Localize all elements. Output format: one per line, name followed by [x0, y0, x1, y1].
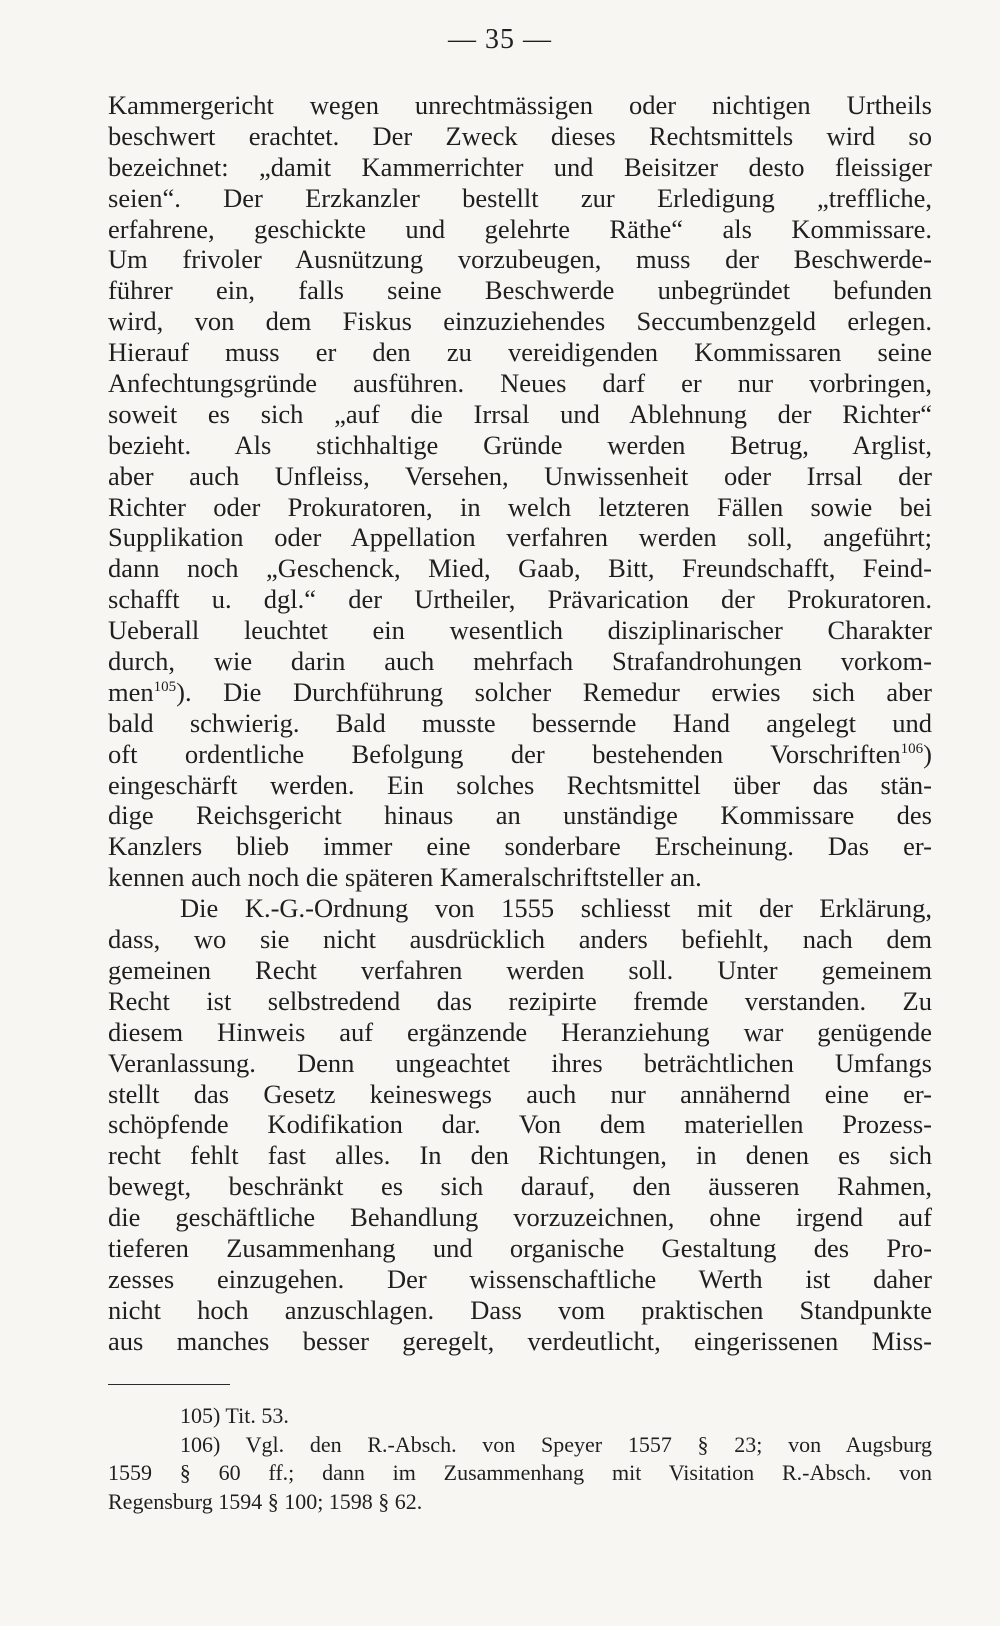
line-text: aber auch Unfleiss, Versehen, Unwissenheit oder Irrsal der	[108, 460, 932, 491]
text-line	[108, 770, 932, 801]
line-text: 105) Tit. 53.	[180, 1403, 289, 1428]
line-text: soweit es sich „auf die Irrsal und Ablehnung der Richter“	[108, 398, 932, 429]
line-text: eingeschärft werden. Ein solches Rechtsmittel über das stän-	[108, 769, 932, 800]
line-text: bezeichnet: „damit Kammerrichter und Beisitzer desto fleissiger	[108, 151, 932, 182]
footnote-line	[108, 1431, 932, 1460]
line-text: Ueberall leuchtet ein wesentlich disziplinarischer Charakter	[108, 615, 932, 646]
line-text: Um frivoler Ausnützung vorzubeugen, muss der Beschwerde-	[108, 244, 932, 275]
text-line	[108, 986, 932, 1017]
text-line	[108, 955, 932, 986]
line-text: Recht ist selbstredend das rezipirte fremde verstanden. Zu	[108, 985, 932, 1016]
line-text: oft ordentliche Befolgung der bestehenden Vorschriften	[108, 738, 901, 769]
line-text: Regensburg 1594 § 100; 1598 § 62.	[108, 1488, 423, 1514]
text-line	[108, 677, 932, 708]
line-text: men	[108, 676, 154, 707]
footnote-line	[108, 1488, 932, 1517]
line-text: 1559 § 60 ff.; dann im Zusammenhang mit Visitation R.-Absch. von	[108, 1460, 932, 1485]
line-text-continued: )	[923, 738, 932, 769]
footnote-divider	[108, 1384, 230, 1385]
line-text: stellt das Gesetz keineswegs auch nur annähernd eine er-	[108, 1078, 932, 1109]
text-line	[108, 492, 932, 523]
text-line	[108, 1140, 932, 1171]
line-text: recht fehlt fast alles. In den Richtungen, in denen es sich	[108, 1140, 932, 1171]
line-text: aus manches besser geregelt, verdeutlicht, eingerissenen Miss-	[108, 1325, 932, 1356]
footnote-line	[108, 1402, 932, 1431]
text-line	[108, 1171, 932, 1202]
line-text: erfahrene, geschickte und gelehrte Räthe“ als Kommissare.	[108, 213, 932, 244]
text-line	[108, 1017, 932, 1048]
text-line	[108, 831, 932, 862]
text-line	[108, 90, 932, 121]
text-line	[108, 1109, 932, 1140]
line-text: Die K.-G.-Ordnung von 1555 schliesst mit der Erklärung,	[180, 893, 932, 924]
text-line	[108, 244, 932, 275]
text-line	[108, 522, 932, 553]
line-text: durch, wie darin auch mehrfach Strafandrohungen vorkom-	[108, 646, 932, 677]
text-line	[108, 1202, 932, 1233]
line-text: Anfechtungsgründe ausführen. Neues darf er nur vorbringen,	[108, 368, 932, 399]
line-text: Kammergericht wegen unrechtmässigen oder nichtigen Urtheils	[108, 90, 932, 120]
text-line	[108, 708, 932, 739]
line-text: schafft u. dgl.“ der Urtheiler, Prävarication der Prokuratoren.	[108, 584, 932, 615]
text-line	[108, 739, 932, 770]
footnote-marker: 105	[153, 679, 177, 696]
text-line	[108, 800, 932, 831]
text-line	[108, 893, 932, 924]
text-line	[108, 399, 932, 430]
footnote-line	[108, 1459, 932, 1488]
line-text: beschwert erachtet. Der Zweck dieses Rechtsmittels wird so	[108, 120, 932, 151]
text-line	[108, 337, 932, 368]
text-line	[108, 183, 932, 214]
text-line	[108, 1048, 932, 1079]
line-text: bezieht. Als stichhaltige Gründe werden Betrug, Arglist,	[108, 429, 932, 460]
line-text: die geschäftliche Behandlung vorzuzeichnen, ohne irgend auf	[108, 1202, 932, 1233]
text-line	[108, 1264, 932, 1295]
line-text: bewegt, beschränkt es sich darauf, den äusseren Rahmen,	[108, 1171, 932, 1202]
line-text: kennen auch noch die späteren Kameralschriftsteller an.	[108, 862, 702, 893]
text-line	[108, 306, 932, 337]
line-text-continued: ). Die Durchführung solcher Remedur erwies sich aber	[176, 676, 932, 707]
text-line	[108, 553, 932, 584]
line-text: dass, wo sie nicht ausdrücklich anders befiehlt, nach dem	[108, 924, 932, 955]
text-line	[108, 1295, 932, 1326]
line-text: tieferen Zusammenhang und organische Gestaltung des Pro-	[108, 1232, 932, 1263]
footnotes	[108, 1402, 932, 1516]
text-line	[108, 924, 932, 955]
text-line	[108, 430, 932, 461]
line-text: Veranlassung. Denn ungeachtet ihres beträchtlichen Umfangs	[108, 1047, 932, 1078]
line-text: Kanzlers blieb immer eine sonderbare Erscheinung. Das er-	[108, 831, 932, 862]
line-text: nicht hoch anzuschlagen. Dass vom praktischen Standpunkte	[108, 1294, 932, 1325]
line-text: bald schwierig. Bald musste bessernde Hand angelegt und	[108, 707, 932, 738]
footnote-marker: 106	[900, 740, 924, 757]
page-number: — 35 —	[448, 24, 552, 55]
text-line	[108, 368, 932, 399]
text-line	[108, 152, 932, 183]
text-line	[108, 584, 932, 615]
text-line	[108, 862, 932, 893]
line-text: führer ein, falls seine Beschwerde unbegründet befunden	[108, 275, 932, 306]
text-line	[108, 461, 932, 492]
line-text: diesem Hinweis auf ergänzende Heranziehung war genügende	[108, 1016, 932, 1047]
line-text: zesses einzugehen. Der wissenschaftliche Werth ist daher	[108, 1263, 932, 1294]
text-line	[108, 214, 932, 245]
line-text: Hierauf muss er den zu vereidigenden Kommissaren seine	[108, 337, 932, 368]
text-line	[108, 121, 932, 152]
text-line	[108, 1079, 932, 1110]
text-line	[108, 615, 932, 646]
line-text: dige Reichsgericht hinaus an unständige Kommissare des	[108, 800, 932, 831]
text-line	[108, 1326, 932, 1357]
text-line	[108, 275, 932, 306]
line-text: seien“. Der Erzkanzler bestellt zur Erledigung „treffliche,	[108, 182, 932, 213]
line-text: Richter oder Prokuratoren, in welch letzteren Fällen sowie bei	[108, 491, 932, 522]
body-text	[108, 90, 932, 1357]
text-line	[108, 1233, 932, 1264]
line-text: Supplikation oder Appellation verfahren werden soll, angeführt;	[108, 522, 932, 553]
line-text: gemeinen Recht verfahren werden soll. Unter gemeinem	[108, 954, 932, 985]
text-line	[108, 646, 932, 677]
line-text: dann noch „Geschenck, Mied, Gaab, Bitt, Freundschafft, Feind-	[108, 553, 932, 584]
line-text: schöpfende Kodifikation dar. Von dem materiellen Prozess-	[108, 1109, 932, 1140]
line-text: wird, von dem Fiskus einzuziehendes Seccumbenzgeld erlegen.	[108, 306, 932, 337]
line-text: 106) Vgl. den R.-Absch. von Speyer 1557 § 23; von Augsburg	[180, 1431, 932, 1457]
